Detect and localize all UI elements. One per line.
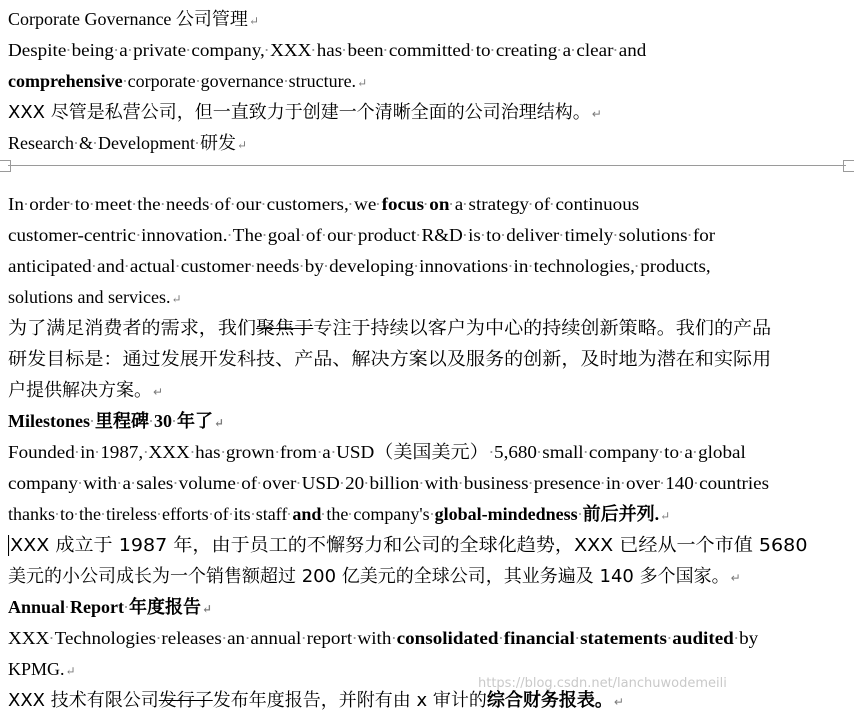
space-marker	[430, 502, 435, 520]
space-marker	[275, 440, 280, 458]
space-marker	[459, 471, 464, 489]
paragraph-milestones-cn-line1[interactable]: XXX 成立于 1987 年，由于员工的不懈努力和公司的全球化趋势，XXX 已经从一个市值 5680	[8, 530, 840, 561]
space-marker	[136, 223, 141, 241]
space-marker	[157, 502, 162, 520]
space-marker	[90, 409, 95, 427]
space-marker	[196, 69, 201, 87]
paragraph-rnd-en-line3: anticipated and actual customer needs by developing innovations in technologies, products,	[8, 256, 711, 276]
space-marker	[245, 626, 250, 644]
watermark-url: https://blog.csdn.net/lanchuwodemeili	[478, 676, 727, 691]
space-marker	[660, 471, 665, 489]
paragraph-annual-cn-line1: XXX 技术有限公司发行了发布年度报告，并附有由 x 审计的综合财务报表。↵	[8, 690, 624, 711]
space-marker	[449, 192, 454, 210]
paragraph-governance-en-line2: comprehensive corporate governance structure.↵	[8, 71, 368, 91]
page-corner-left	[0, 160, 11, 172]
space-marker	[324, 254, 329, 272]
space-marker	[90, 192, 95, 210]
space-marker	[261, 192, 266, 210]
space-marker	[311, 38, 316, 56]
space-marker	[559, 223, 564, 241]
space-marker	[132, 192, 137, 210]
space-marker	[131, 471, 136, 489]
space-marker	[209, 192, 214, 210]
space-marker	[364, 471, 369, 489]
paragraph-rnd-en-line4: solutions and services.↵	[8, 287, 182, 307]
space-marker	[601, 471, 606, 489]
space-marker	[262, 223, 267, 241]
space-marker	[322, 223, 327, 241]
space-marker	[679, 440, 684, 458]
space-marker	[688, 223, 693, 241]
space-marker	[128, 38, 133, 56]
space-marker	[299, 254, 304, 272]
paragraph-annual-en-line1: XXX Technologies releases an annual report with consolidated financial statements audited by	[8, 628, 759, 648]
space-marker	[414, 254, 419, 272]
space-marker	[578, 502, 583, 520]
section-heading-rnd: Research & Development 研发↵	[8, 133, 248, 153]
space-marker	[172, 409, 177, 427]
space-marker	[123, 69, 128, 87]
space-marker	[498, 626, 503, 644]
page-corner-right	[843, 160, 854, 172]
space-marker	[571, 38, 576, 56]
space-marker	[353, 223, 358, 241]
space-marker	[463, 223, 468, 241]
space-marker	[209, 502, 214, 520]
paragraph-governance-en-line1: Despite being a private company, XXX has been committed to creating a clear and	[8, 40, 647, 60]
space-marker	[340, 471, 345, 489]
paragraph-milestones-cn-line2: 美元的小公司成长为一个销售额超过 200 亿美元的全球公司，其业务遍及 140 多个国家。↵	[8, 566, 741, 587]
space-marker	[229, 502, 234, 520]
paragraph-rnd-cn-line1: 为了满足消费者的需求，我们聚焦于专注于持续以客户为中心的持续创新策略。我们的产品	[8, 318, 772, 339]
space-marker	[65, 595, 70, 613]
space-marker	[331, 440, 336, 458]
space-marker	[95, 440, 100, 458]
space-marker	[195, 131, 200, 149]
space-marker	[416, 223, 421, 241]
paragraph-annual-en-line2: KPMG.↵	[8, 659, 76, 679]
space-marker	[491, 38, 496, 56]
space-marker	[301, 223, 306, 241]
space-marker	[528, 254, 533, 272]
page-break-line	[8, 165, 846, 166]
space-marker	[78, 471, 83, 489]
space-marker	[125, 254, 130, 272]
space-marker	[231, 192, 236, 210]
space-marker	[529, 192, 534, 210]
space-marker	[66, 38, 71, 56]
space-marker	[236, 471, 241, 489]
document-body	[8, 4, 840, 716]
space-marker	[124, 595, 129, 613]
space-marker	[156, 626, 161, 644]
space-marker	[55, 502, 60, 520]
paragraph-rnd-en-line2: customer-centric innovation. The goal of our product R&D is to deliver timely solutions for	[8, 225, 716, 245]
space-marker	[550, 192, 555, 210]
space-marker	[584, 440, 589, 458]
space-marker	[101, 502, 106, 520]
section-heading-annual-report: Annual Report 年度报告↵	[8, 597, 213, 617]
space-marker	[557, 38, 562, 56]
space-marker	[481, 223, 486, 241]
space-marker	[149, 409, 154, 427]
space-marker	[49, 626, 54, 644]
space-marker	[173, 471, 178, 489]
paragraph-governance-cn: XXX 尽管是私营公司，但一直致力于创建一个清晰全面的公司治理结构。↵	[8, 102, 602, 123]
text-cursor	[8, 535, 9, 556]
space-marker	[75, 440, 80, 458]
space-marker	[92, 254, 97, 272]
space-marker	[529, 471, 534, 489]
space-marker	[114, 38, 119, 56]
space-marker	[24, 192, 29, 210]
space-marker	[265, 38, 270, 56]
space-marker	[391, 626, 396, 644]
space-marker	[489, 440, 494, 458]
space-marker	[221, 440, 226, 458]
page-break-separator	[0, 160, 854, 172]
paragraph-rnd-cn-line3: 户提供解决方案。↵	[8, 380, 164, 401]
space-marker	[161, 192, 166, 210]
space-marker	[463, 192, 468, 210]
space-marker	[348, 502, 353, 520]
space-marker	[93, 131, 98, 149]
space-marker	[384, 38, 389, 56]
space-marker	[376, 192, 381, 210]
space-marker	[284, 69, 289, 87]
space-marker	[349, 192, 354, 210]
space-marker	[257, 471, 262, 489]
space-marker	[186, 38, 191, 56]
space-marker	[659, 440, 664, 458]
space-marker	[175, 254, 180, 272]
space-marker	[251, 254, 256, 272]
space-marker	[613, 223, 618, 241]
paragraph-milestones-en-line3: thanks to the tireless efforts of its staff and the company's global-mindedness 前后并列.↵	[8, 504, 671, 524]
space-marker	[287, 502, 292, 520]
space-marker	[575, 626, 580, 644]
space-marker	[74, 131, 79, 149]
space-marker	[321, 502, 326, 520]
space-marker	[190, 440, 195, 458]
paragraph-milestones-en-line1: Founded in 1987, XXX has grown from a USD（美国美元） 5,680 small company to a global	[8, 442, 746, 462]
paragraph-rnd-cn-line2: 研发目标是：通过发展开发科技、产品、解决方案以及服务的创新，及时地为潜在和实际用	[8, 349, 772, 370]
space-marker	[74, 502, 79, 520]
space-marker	[537, 440, 542, 458]
space-marker	[635, 254, 640, 272]
space-marker	[301, 626, 306, 644]
section-heading-governance: Corporate Governance 公司管理↵	[8, 9, 259, 29]
space-marker	[296, 471, 301, 489]
paragraph-rnd-en-line1: In order to meet the needs of our customers, we focus on a strategy of continuous	[8, 194, 640, 214]
space-marker	[222, 626, 227, 644]
space-marker	[613, 38, 618, 56]
space-marker	[501, 223, 506, 241]
space-marker	[734, 626, 739, 644]
space-marker	[694, 471, 699, 489]
space-marker	[621, 471, 626, 489]
space-marker	[317, 440, 322, 458]
space-marker	[508, 254, 513, 272]
section-heading-milestones: Milestones 里程碑 30 年了↵	[8, 411, 225, 431]
space-marker	[667, 626, 672, 644]
space-marker	[693, 440, 698, 458]
paragraph-milestones-en-line2: company with a sales volume of over USD 20 billion with business presence in over 140 countries	[8, 473, 770, 493]
space-marker	[342, 38, 347, 56]
space-marker	[419, 471, 424, 489]
space-marker	[352, 626, 357, 644]
space-marker	[228, 223, 233, 241]
space-marker	[69, 192, 74, 210]
space-marker	[251, 502, 256, 520]
space-marker	[424, 192, 429, 210]
space-marker	[143, 440, 148, 458]
space-marker	[117, 471, 122, 489]
space-marker	[470, 38, 475, 56]
